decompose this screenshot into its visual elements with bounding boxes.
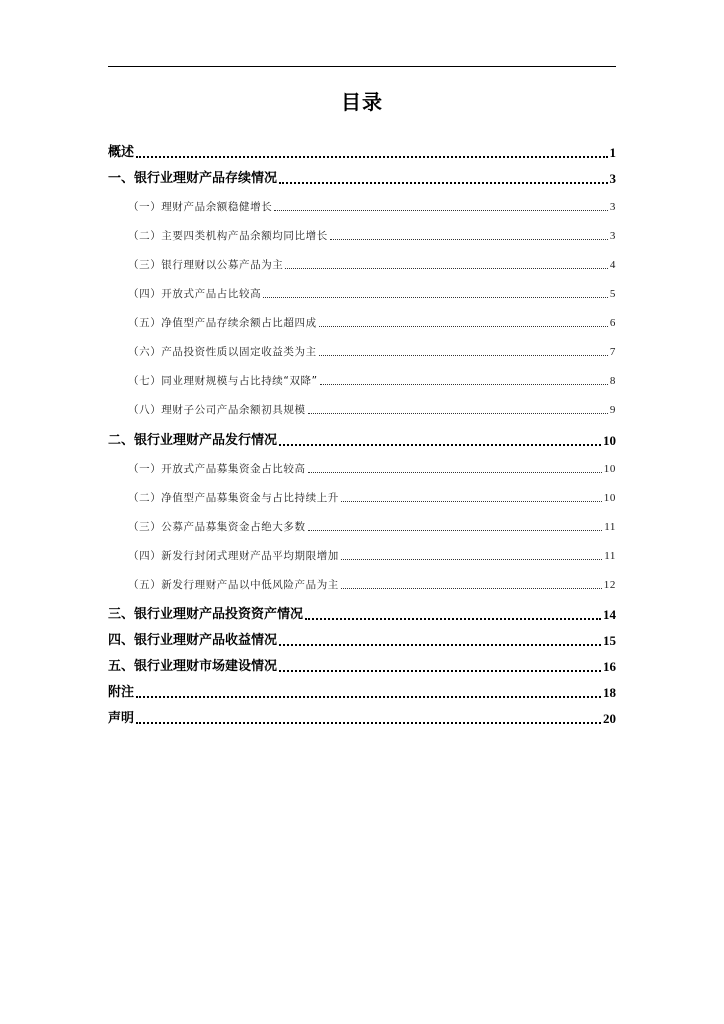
toc-entry-label: 五、银行业理财市场建设情况	[108, 659, 278, 674]
toc-entry-page-number: 8	[609, 375, 616, 387]
toc-dot-leader	[319, 355, 608, 356]
toc-entry[interactable]	[108, 519, 616, 535]
toc-dot-leader	[305, 618, 601, 620]
toc-entry-page-number: 3	[609, 230, 616, 242]
toc-entry[interactable]	[108, 344, 616, 360]
toc-entry[interactable]	[108, 144, 616, 162]
toc-dot-leader	[341, 501, 602, 502]
toc-entry-page-number: 14	[603, 607, 616, 622]
toc-entry[interactable]	[108, 257, 616, 273]
toc-entry-page-number: 18	[603, 685, 616, 700]
toc-entry[interactable]	[108, 315, 616, 331]
toc-entry-page-number: 7	[609, 346, 616, 358]
toc-entry-label: 附注	[108, 685, 135, 700]
toc-entry-page-number: 16	[603, 659, 616, 674]
toc-dot-leader	[279, 670, 601, 672]
toc-entry-label: （一）开放式产品募集资金占比较高	[128, 463, 306, 475]
toc-entry-page-number: 10	[603, 492, 616, 504]
toc-entry-page-number: 5	[609, 288, 616, 300]
toc-entry-page-number: 11	[604, 521, 616, 533]
toc-entry-label: （二）主要四类机构产品余额均同比增长	[128, 230, 328, 242]
toc-entry[interactable]	[108, 490, 616, 506]
toc-dot-leader	[341, 559, 602, 560]
toc-entry[interactable]	[108, 548, 616, 564]
toc-entry[interactable]	[108, 577, 616, 593]
toc-dot-leader	[279, 182, 607, 184]
toc-entry-page-number: 10	[603, 463, 616, 475]
toc-entry-page-number: 11	[604, 550, 616, 562]
toc-dot-leader	[279, 444, 601, 446]
toc-entry-page-number: 6	[609, 317, 616, 329]
toc-dot-leader	[330, 239, 608, 240]
toc-dot-leader	[308, 413, 608, 414]
toc-entry[interactable]	[108, 461, 616, 477]
toc-entry-page-number: 20	[603, 711, 616, 726]
toc-entry[interactable]	[108, 199, 616, 215]
toc-entry[interactable]	[108, 658, 616, 676]
toc-entry-page-number: 3	[609, 171, 616, 186]
toc-dot-leader	[320, 384, 608, 385]
toc-entry-label: （四）新发行封闭式理财产品平均期限增加	[128, 550, 339, 562]
toc-entry-label: 三、银行业理财产品投资资产情况	[108, 607, 304, 622]
toc-entry-page-number: 3	[609, 201, 616, 213]
toc-entry-label: 二、银行业理财产品发行情况	[108, 433, 278, 448]
toc-entry-label: （一）理财产品余额稳健增长	[128, 201, 273, 213]
toc-entry[interactable]	[108, 684, 616, 702]
toc-entry[interactable]	[108, 710, 616, 728]
toc-entry-label: 概述	[108, 145, 135, 160]
toc-entry-label: （三）银行理财以公募产品为主	[128, 259, 284, 271]
toc-dot-leader	[279, 644, 601, 646]
toc-entry-label: （五）净值型产品存续余额占比超四成	[128, 317, 317, 329]
toc-entry-label: 声明	[108, 711, 135, 726]
toc-entry-label: （二）净值型产品募集资金与占比持续上升	[128, 492, 339, 504]
toc-entry-page-number: 1	[609, 145, 616, 160]
toc-entry-label: 四、银行业理财产品收益情况	[108, 633, 278, 648]
toc-dot-leader	[136, 722, 601, 724]
header-rule	[108, 66, 616, 67]
toc-dot-leader	[136, 156, 607, 158]
toc-entry-label: 一、银行业理财产品存续情况	[108, 171, 278, 186]
toc-dot-leader	[308, 530, 603, 531]
toc-entry-page-number: 4	[609, 259, 616, 271]
toc-entry[interactable]	[108, 170, 616, 188]
toc-dot-leader	[263, 297, 608, 298]
toc-entry[interactable]	[108, 286, 616, 302]
toc-dot-leader	[285, 268, 607, 269]
toc-dot-leader	[136, 696, 601, 698]
toc-entry-label: （八）理财子公司产品余额初具规模	[128, 404, 306, 416]
toc-entry[interactable]	[108, 606, 616, 624]
toc-dot-leader	[274, 210, 608, 211]
toc-entry-page-number: 15	[603, 633, 616, 648]
toc-dot-leader	[308, 472, 602, 473]
toc-entry-page-number: 10	[603, 433, 616, 448]
toc-entry-label: （四）开放式产品占比较高	[128, 288, 262, 300]
toc-title: 目录	[341, 90, 383, 114]
toc-dot-leader	[341, 588, 602, 589]
toc-entry-page-number: 9	[609, 404, 616, 416]
toc-entry-label: （五）新发行理财产品以中低风险产品为主	[128, 579, 339, 591]
toc-entry[interactable]	[108, 402, 616, 418]
toc-entry[interactable]	[108, 432, 616, 450]
toc-entry[interactable]	[108, 373, 616, 389]
toc-entry[interactable]	[108, 228, 616, 244]
toc-entry-label: （三）公募产品募集资金占绝大多数	[128, 521, 306, 533]
toc-entry[interactable]	[108, 632, 616, 650]
toc-entry-label: （七）同业理财规模与占比持续“双降”	[128, 375, 318, 387]
toc-dot-leader	[319, 326, 608, 327]
toc-entry-label: （六）产品投资性质以固定收益类为主	[128, 346, 317, 358]
toc-entry-page-number: 12	[603, 579, 616, 591]
